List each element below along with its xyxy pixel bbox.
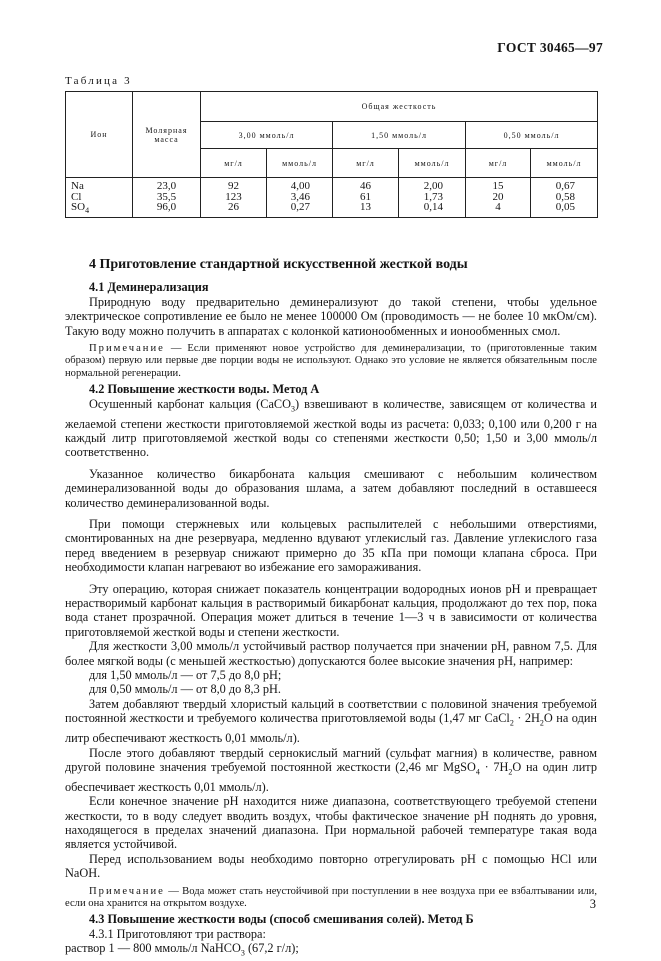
paragraph: Если конечное значение pH находится ниже диапазона, соответствующего требуемой степени жесткости, то в воду следует вводить воздух, чтобы фактическое значение pH поднять до уровня, находящегося в пределах значений диапазона. При нормальной рабочей температуре такая вода является устойчивой. <box>65 794 597 852</box>
section-4-heading: 4 Приготовление стандартной искусственной жесткой воды <box>89 257 468 272</box>
document-code: ГОСТ 30465—97 <box>497 40 603 55</box>
table-cell: 4,00 <box>267 178 333 192</box>
col-header-total-hardness: Общая жесткость <box>201 92 598 122</box>
table-row <box>66 192 598 203</box>
table-cell: 15 <box>466 178 531 192</box>
unit-header: мг/л <box>333 149 399 178</box>
unit-header: ммоль/л <box>531 149 598 178</box>
table-cell: 0,05 <box>531 202 598 217</box>
paragraph: 4.3.1 Приготовляют три раствора: <box>89 926 266 941</box>
list-item: для 1,50 ммоль/л — от 7,5 до 8,0 pH; <box>89 668 282 683</box>
col-header-ion: Ион <box>66 92 133 178</box>
ion-cell: $SO_4$ <box>66 202 133 217</box>
note: Примечание — Вода может стать неустойчивой при поступлении в нее воздуха при ее взбалтывании или, если она хранится на открытом воздухе. <box>65 885 597 910</box>
section-4-3-heading: 4.3 Повышение жесткости воды (способ смешивания солей). Метод Б <box>89 912 474 927</box>
hardness-table <box>65 91 598 218</box>
unit-header: ммоль/л <box>399 149 466 178</box>
paragraph: Для жесткости 3,00 ммоль/л устойчивый раствор получается при значении pH, равном 7,5. Для более мягкой воды (с меньшей жесткостью) допускаются более высокие значения pH, например: <box>65 639 597 668</box>
ion-cell: Na <box>66 178 133 192</box>
table-cell: 0,58 <box>531 192 598 203</box>
col-header-molar-mass: Молярная масса <box>133 92 201 178</box>
list-item: для 0,50 ммоль/л — от 8,0 до 8,3 pH. <box>89 682 281 697</box>
note: Примечание — Если применяют новое устройство для деминерализации, то (приготовленные таким образом) первую или первые две порции воды не используют. Однако это условие не является обязательным после нормальной регенерации. <box>65 343 597 379</box>
group-header: 3,00 ммоль/л <box>201 122 333 149</box>
paragraph: При помощи стержневых или кольцевых распылителей с небольшими отверстиями, смонтированных на дне резервуара, медленно вдувают углекислый газ. Давление углекислого газа перед введением в резервуар снижают примерно до 35 кПа при помощи клапана сброса. При необходимости клапан нагревают во избежание его замораживания. <box>65 516 597 575</box>
table-cell: 0,14 <box>399 202 466 217</box>
section-4-2-heading: 4.2 Повышение жесткости воды. Метод А <box>89 382 320 397</box>
unit-header: ммоль/л <box>267 149 333 178</box>
paragraph: Осушенный карбонат кальция (CaCO$_3$) взвешивают в количестве, зависящем от количества и желаемой степени жесткости приготовляемой жесткой воды из расчета: 0,033; 0,100 или 0,200 г на каждый литр приготовляемой жесткой воды со степенями жесткости 0,50; 1,50 и 3,00 ммоль/л соответственно. <box>65 396 597 460</box>
paragraph: Природную воду предварительно деминерализуют до такой степени, чтобы удельное электрическое сопротивление ее было не менее 100000 Ом (проводимость — не более 10 мкОм/см). Такую воду можно получить в аппаратах с колонкой катионообменных и ионообменных смол. <box>65 294 597 338</box>
list-item: раствор 1 — 800 ммоль/л NaHCO$_3$ (67,2 г/л); <box>65 941 299 958</box>
table-cell: 0,27 <box>267 202 333 217</box>
paragraph: Эту операцию, которая снижает показатель концентрации водородных ионов pH и превращает нерастворимый карбонат кальция в растворимый бикарбонат кальция, продолжают до тех пор, пока вода станет прозрачной. Операция может длиться в течение 1—3 ч в зависимости от количества приготовляемой жесткой воды и степени жесткости. <box>65 581 597 639</box>
table-cell: 2,00 <box>399 178 466 192</box>
table-cell: 13 <box>333 202 399 217</box>
table-cell: 96,0 <box>133 202 201 217</box>
table-cell: 3,46 <box>267 192 333 203</box>
table-cell: 46 <box>333 178 399 192</box>
table-caption: Таблица 3 <box>65 75 132 87</box>
table-cell: 23,0 <box>133 178 201 192</box>
table-cell: 123 <box>201 192 267 203</box>
paragraph: Перед использованием воды необходимо повторно отрегулировать pH с помощью HCl или NaOH. <box>65 851 597 881</box>
page-number: 3 <box>589 897 596 911</box>
table-cell: 35,5 <box>133 192 201 203</box>
table-cell: 4 <box>466 202 531 217</box>
table-cell: 0,67 <box>531 178 598 192</box>
section-4-1-heading: 4.1 Деминерализация <box>89 280 209 295</box>
table-cell: 26 <box>201 202 267 217</box>
paragraph: Указанное количество бикарбоната кальция смешивают с небольшим количеством деминерализованной воды до образования шлама, а затем добавляют последний в оставшееся количество деминерализованной воды. <box>65 466 597 510</box>
unit-header: мг/л <box>466 149 531 178</box>
unit-header: мг/л <box>201 149 267 178</box>
table-cell: 92 <box>201 178 267 192</box>
table-cell: 20 <box>466 192 531 203</box>
table-row <box>66 178 598 192</box>
group-header: 0,50 ммоль/л <box>466 122 598 149</box>
body-text <box>65 258 597 961</box>
group-header: 1,50 ммоль/л <box>333 122 466 149</box>
table-cell: 1,73 <box>399 192 466 203</box>
paragraph: Затем добавляют твердый хлористый кальций в соответствии с половиной значения требуемой постоянной жесткости и требуемого количества приготовляемой воды (1,47 мг CaCl$_2$ · $2H_2O$ на один литр обеспечивают жесткость 0,01 ммоль/л). <box>65 696 598 746</box>
paragraph: После этого добавляют твердый сернокислый магний (сульфат магния) в количестве, равном другой половине значения требуемой постоянной жесткости (2,46 мг MgSO$_4$ · $7H_2O$ на один литр обеспечивает жесткость 0,01 ммоль/л). <box>65 745 597 794</box>
table-row <box>66 202 598 217</box>
ion-cell: Cl <box>66 192 133 203</box>
table-cell: 61 <box>333 192 399 203</box>
